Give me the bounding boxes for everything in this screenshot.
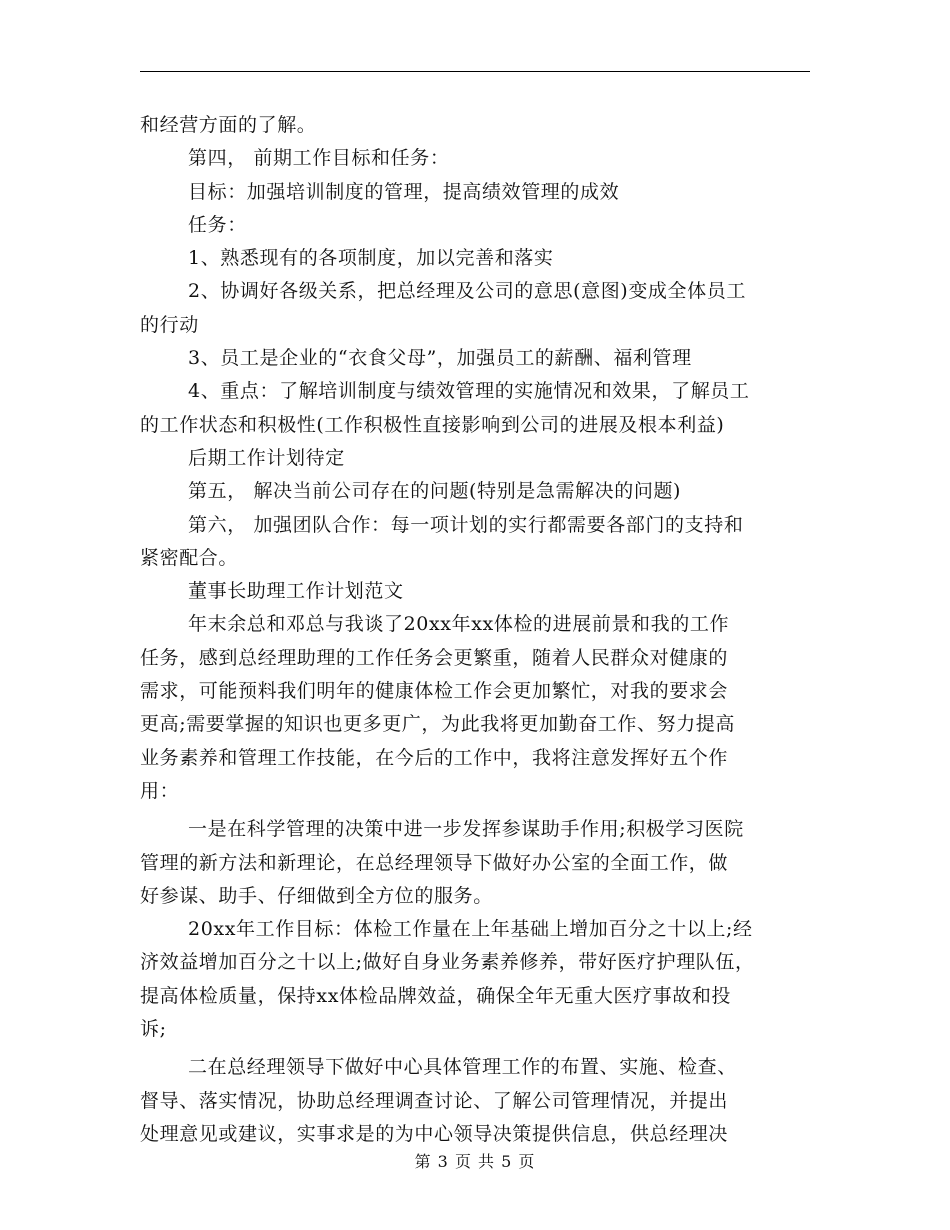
text-line: 业务素养和管理工作技能，在今后的工作中，我将注意发挥好五个作: [140, 746, 729, 769]
text-line: 1、熟悉现有的各项制度，加以完善和落实: [188, 247, 554, 270]
document-body: [140, 109, 812, 1151]
text-line: 处理意见或建议，实事求是的为中心领导决策提供信息，供总经理决: [140, 1122, 729, 1145]
text-line: 3、员工是企业的“衣食父母”，加强员工的薪酬、福利管理: [188, 347, 692, 370]
text-line: 2、协调好各级关系，把总经理及公司的意思(意图)变成全体员工: [188, 280, 746, 303]
text-line: 济效益增加百分之十以上;做好自身业务素养修养，带好医疗护理队伍，: [140, 951, 755, 974]
text-line: 的工作状态和积极性(工作积极性直接影响到公司的进展及根本利益): [140, 413, 725, 436]
text-line: 的行动: [140, 313, 199, 336]
header-rule: [140, 71, 810, 72]
text-line: 紧密配合。: [140, 546, 239, 569]
text-line: 更高;需要掌握的知识也更多更广，为此我将更加勤奋工作、努力提高: [140, 713, 736, 736]
text-line: 董事长助理工作计划范文: [188, 580, 404, 603]
text-line: 一是在科学管理的决策中进一步发挥参谋助手作用;积极学习医院: [188, 818, 744, 841]
text-line: 20xx年工作目标：体检工作量在上年基础上增加百分之十以上;经: [188, 918, 753, 941]
text-line: 第四， 前期工作目标和任务：: [188, 147, 450, 170]
text-line: 提高体检质量，保持xx体检品牌效益，确保全年无重大医疗事故和投: [140, 984, 732, 1007]
text-line: 4、重点：了解培训制度与绩效管理的实施情况和效果，了解员工: [188, 380, 750, 403]
text-line: 第六， 加强团队合作：每一项计划的实行都需要各部门的支持和: [188, 513, 744, 536]
text-line: 诉;: [140, 1018, 167, 1041]
text-line: 任务：: [188, 213, 247, 236]
page-number-footer: 第 3 页 共 5 页: [414, 1152, 536, 1171]
text-line: 管理的新方法和新理论，在总经理领导下做好办公室的全面工作，做: [140, 851, 729, 874]
text-line: 任务，感到总经理助理的工作任务会更繁重，随着人民群众对健康的: [140, 646, 729, 669]
text-line: 年末余总和邓总与我谈了20xx年xx体检的进展前景和我的工作: [188, 613, 730, 636]
text-line: 后期工作计划待定: [188, 446, 345, 469]
text-line: 好参谋、助手、仔细做到全方位的服务。: [140, 884, 493, 907]
text-line: 用：: [140, 779, 180, 802]
text-line: 督导、落实情况，协助总经理调查讨论、了解公司管理情况，并提出: [140, 1089, 729, 1112]
text-line: 二在总经理领导下做好中心具体管理工作的布置、实施、检查、: [188, 1056, 737, 1079]
text-line: 和经营方面的了解。: [140, 114, 317, 136]
text-line: 需求，可能预料我们明年的健康体检工作会更加繁忙，对我的要求会: [140, 680, 729, 703]
text-line: 目标：加强培训制度的管理，提高绩效管理的成效: [188, 180, 620, 203]
text-line: 第五， 解决当前公司存在的问题(特别是急需解决的问题): [188, 480, 682, 503]
